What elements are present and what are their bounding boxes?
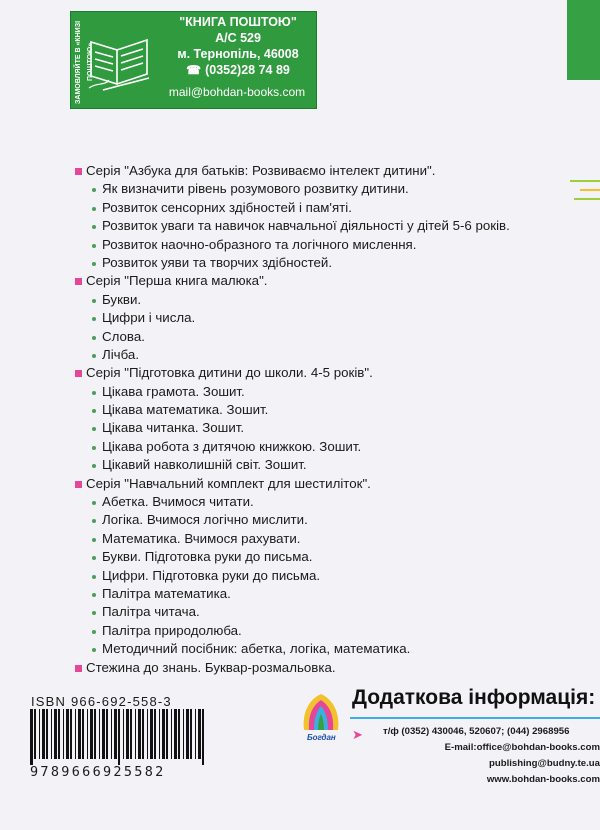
series-item-text: Букви. Підготовка руки до письма. bbox=[102, 549, 313, 565]
dot-bullet-icon bbox=[92, 262, 96, 266]
barcode-bar bbox=[46, 709, 48, 759]
barcode-bar bbox=[126, 709, 129, 759]
dot-bullet-icon bbox=[92, 501, 96, 505]
barcode-bar bbox=[190, 709, 192, 759]
series-item bbox=[72, 640, 562, 658]
series-item-text: Розвиток наочно-образного та логічного мислення. bbox=[102, 236, 417, 252]
barcode-bar bbox=[123, 709, 124, 759]
series-item-text: Цікавий навколишній світ. Зошит. bbox=[102, 457, 307, 473]
barcode-bar bbox=[186, 709, 189, 759]
series-item bbox=[72, 180, 562, 198]
series-title-text: Серія "Азбука для батьків: Розвиваємо інтелект дитини". bbox=[86, 163, 436, 178]
series-item bbox=[72, 585, 562, 603]
barcode-bar bbox=[54, 709, 57, 759]
barcode-bar bbox=[58, 709, 60, 759]
dot-bullet-icon bbox=[92, 556, 96, 560]
dot-bullet-icon bbox=[92, 538, 96, 542]
dot-bullet-icon bbox=[92, 648, 96, 652]
barcode-bar bbox=[198, 709, 201, 759]
dot-bullet-icon bbox=[92, 317, 96, 321]
open-book-icon bbox=[85, 32, 155, 92]
barcode-bar bbox=[30, 709, 33, 765]
barcode-bar bbox=[142, 709, 144, 759]
barcode-bar bbox=[202, 709, 204, 765]
square-bullet-icon bbox=[75, 370, 82, 377]
series-item-text: Цікава робота з дитячою книжкою. Зошит. bbox=[102, 438, 362, 454]
barcode-bar bbox=[63, 709, 64, 759]
series-item-text: Цифри і числа. bbox=[102, 310, 196, 326]
barcode-bar bbox=[130, 709, 132, 759]
decorative-lines bbox=[568, 180, 600, 210]
dot-bullet-icon bbox=[92, 354, 96, 358]
series-title bbox=[72, 272, 562, 290]
dot-bullet-icon bbox=[92, 299, 96, 303]
barcode-digits: 9789666925582 bbox=[30, 764, 166, 780]
barcode-bar bbox=[135, 709, 136, 759]
series-title-text: Серія "Перша книга малюка". bbox=[86, 273, 268, 289]
square-bullet-icon bbox=[75, 665, 82, 672]
series-item-text: Палітра математика. bbox=[102, 585, 231, 601]
barcode-bar bbox=[150, 709, 153, 759]
book-series-list bbox=[72, 162, 562, 677]
barcode-bar bbox=[166, 709, 168, 759]
barcode-bar bbox=[162, 709, 165, 759]
dot-bullet-icon bbox=[92, 593, 96, 597]
series-item bbox=[72, 603, 562, 621]
dot-bullet-icon bbox=[92, 244, 96, 248]
barcode-bar bbox=[138, 709, 141, 759]
series-item-text: Букви. bbox=[102, 291, 142, 307]
info-divider bbox=[350, 717, 600, 719]
series-item-text: Абетка. Вчимося читати. bbox=[102, 494, 254, 510]
dot-bullet-icon bbox=[92, 188, 96, 192]
series-title-text: Серія "Навчальний комплект для шестиліток". bbox=[86, 475, 371, 491]
series-item bbox=[72, 309, 562, 327]
barcode-bar bbox=[75, 709, 76, 759]
barcode-bar bbox=[102, 709, 105, 759]
dot-bullet-icon bbox=[92, 427, 96, 431]
series-item bbox=[72, 622, 562, 640]
barcode-bar bbox=[87, 709, 88, 759]
barcode-bar bbox=[90, 709, 93, 759]
series-item bbox=[72, 548, 562, 566]
barcode-bar bbox=[174, 709, 177, 759]
dot-bullet-icon bbox=[92, 207, 96, 211]
series-item-text: Як визначити рівень розумового розвитку дитини. bbox=[102, 181, 409, 197]
info-email[interactable]: E-mail:office@bohdan-books.com bbox=[444, 742, 600, 753]
series-title bbox=[72, 659, 562, 677]
series-item bbox=[72, 401, 562, 419]
series-item bbox=[72, 199, 562, 217]
barcode-bar bbox=[114, 709, 117, 759]
stamp-name: "КНИГА ПОШТОЮ" bbox=[179, 15, 297, 29]
dot-bullet-icon bbox=[92, 225, 96, 229]
square-bullet-icon bbox=[75, 168, 82, 175]
stamp-city: м. Тернопіль, 46008 bbox=[177, 47, 299, 61]
series-item bbox=[72, 438, 562, 456]
series-item bbox=[72, 346, 562, 364]
series-item bbox=[72, 236, 562, 254]
dot-bullet-icon bbox=[92, 464, 96, 468]
series-title-text: Серія "Підготовка дитини до школи. 4-5 років". bbox=[86, 365, 373, 381]
series-item-text: Розвиток сенсорних здібностей і пам'яті. bbox=[102, 199, 352, 215]
barcode-bar bbox=[34, 709, 36, 759]
info-email-2[interactable]: publishing@budny.te.ua bbox=[489, 758, 600, 769]
barcode-bar bbox=[106, 709, 108, 759]
series-item bbox=[72, 493, 562, 511]
series-item bbox=[72, 328, 562, 346]
dot-bullet-icon bbox=[92, 409, 96, 413]
barcode-bar bbox=[111, 709, 112, 759]
barcode-bar bbox=[51, 709, 52, 759]
barcode-bar bbox=[118, 709, 120, 765]
logo-caption: Богдан bbox=[307, 733, 336, 742]
info-website[interactable]: www.bohdan-books.com bbox=[486, 774, 600, 785]
series-item bbox=[72, 217, 562, 235]
barcode-bar bbox=[82, 709, 84, 759]
series-item bbox=[72, 530, 562, 548]
series-item-text: Слова. bbox=[102, 328, 145, 344]
barcode-bar bbox=[195, 709, 196, 759]
barcode-bar bbox=[66, 709, 69, 759]
dot-bullet-icon bbox=[92, 336, 96, 340]
barcode-bar bbox=[94, 709, 96, 759]
dot-bullet-icon bbox=[92, 446, 96, 450]
barcode-bar bbox=[183, 709, 184, 759]
barcode-bar bbox=[78, 709, 81, 759]
dot-bullet-icon bbox=[92, 630, 96, 634]
barcode-bar bbox=[171, 709, 172, 759]
series-title bbox=[72, 162, 562, 180]
series-item bbox=[72, 419, 562, 437]
series-item-text: Лічба. bbox=[102, 346, 140, 362]
mail-order-stamp bbox=[70, 11, 317, 109]
series-title bbox=[72, 364, 562, 382]
dot-bullet-icon bbox=[92, 575, 96, 579]
series-title-text: Стежина до знань. Буквар-розмальовка. bbox=[86, 659, 336, 675]
series-item-text: Математика. Вчимося рахувати. bbox=[102, 530, 301, 546]
barcode-bar bbox=[99, 709, 100, 759]
dot-bullet-icon bbox=[92, 611, 96, 615]
series-item-text: Цікава читанка. Зошит. bbox=[102, 420, 245, 436]
dot-bullet-icon bbox=[92, 519, 96, 523]
barcode-bar bbox=[154, 709, 156, 759]
stamp-vertical-caption: ЗАМОВЛЯЙТЕ В «КНИЗІ ПОШТОЮ» bbox=[75, 20, 94, 104]
series-item-text: Цифри. Підготовка руки до письма. bbox=[102, 567, 321, 583]
series-item-text: Логіка. Вчимося логічно мислити. bbox=[102, 512, 308, 528]
series-item-text: Цікава грамота. Зошит. bbox=[102, 383, 245, 399]
series-item bbox=[72, 254, 562, 272]
square-bullet-icon bbox=[75, 481, 82, 488]
barcode-bar bbox=[39, 709, 40, 759]
series-item bbox=[72, 456, 562, 474]
isbn: ISBN 966-692-558-3 bbox=[31, 694, 172, 709]
barcode-bar bbox=[159, 709, 160, 759]
telephone-icon: ☎ bbox=[186, 63, 202, 77]
barcode-bar bbox=[70, 709, 72, 759]
series-title bbox=[72, 475, 562, 493]
series-item-text: Методичний посібник: абетка, логіка, математика. bbox=[102, 641, 411, 657]
stamp-address bbox=[163, 14, 313, 78]
stamp-phone: (0352)28 74 89 bbox=[205, 63, 290, 77]
stamp-phone-row bbox=[186, 62, 290, 78]
barcode-bar bbox=[178, 709, 180, 759]
green-corner-tab bbox=[567, 0, 600, 80]
square-bullet-icon bbox=[75, 278, 82, 285]
info-contacts bbox=[445, 740, 600, 788]
arrow-icon: ➤ bbox=[352, 727, 363, 742]
series-item-text: Палітра природолюба. bbox=[102, 622, 242, 638]
series-item-text: Палітра читача. bbox=[102, 604, 200, 620]
series-item bbox=[72, 383, 562, 401]
barcode-bar bbox=[147, 709, 148, 759]
dot-bullet-icon bbox=[92, 391, 96, 395]
series-item bbox=[72, 291, 562, 309]
barcode bbox=[28, 709, 208, 765]
series-item-text: Розвиток уяви та творчих здібностей. bbox=[102, 254, 333, 270]
series-item-text: Цікава математика. Зошит. bbox=[102, 402, 269, 418]
stamp-box: А/С 529 bbox=[215, 31, 261, 45]
info-phone: т/ф (0352) 430046, 520607; (044) 2968956 bbox=[383, 726, 570, 737]
barcode-bar bbox=[42, 709, 45, 759]
stamp-email: mail@bohdan-books.com bbox=[168, 85, 306, 99]
additional-info-title: Додаткова інформація: bbox=[352, 686, 596, 709]
series-item bbox=[72, 511, 562, 529]
series-item bbox=[72, 567, 562, 585]
series-item-text: Розвиток уваги та навичок навчальної діяльності у дітей 5-6 років. bbox=[102, 218, 510, 234]
